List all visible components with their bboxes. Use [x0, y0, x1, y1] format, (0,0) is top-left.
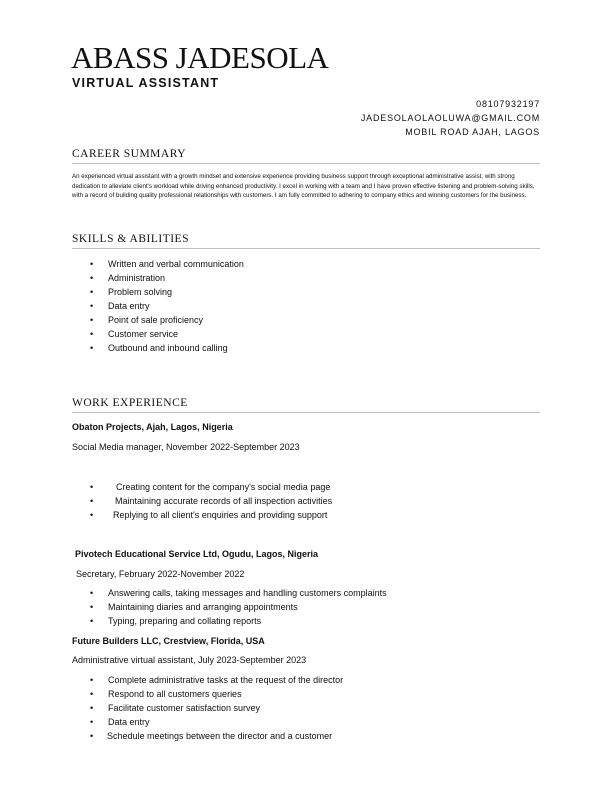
list-item [90, 600, 387, 614]
bullet-icon: • [90, 689, 94, 699]
skills-heading: SKILLS & ABILITIES [72, 233, 540, 249]
list-item [90, 701, 343, 715]
skill-text: Problem solving [108, 287, 173, 297]
job-organization: Obaton Projects, Ajah, Lagos, Nigeria [72, 422, 233, 432]
skills-list [90, 257, 244, 355]
skill-text: Administration [108, 273, 166, 283]
list-item [90, 508, 332, 522]
list-item [90, 257, 244, 271]
duty-text: Answering calls, taking messages and handling customers complaints [108, 588, 387, 598]
list-item [90, 687, 343, 701]
list-item [90, 614, 387, 628]
list-item [90, 729, 343, 743]
duty-text: Facilitate customer satisfaction survey [108, 703, 261, 713]
duty-text: Schedule meetings between the director and a customer [107, 731, 333, 741]
job-organization: Pivotech Educational Service Ltd, Ogudu, Lagos, Nigeria [75, 549, 319, 559]
bullet-icon: • [90, 602, 94, 612]
duty-text: Creating content for the company's social media page [116, 482, 331, 492]
career-summary-heading: CAREER SUMMARY [72, 148, 540, 164]
skill-text: Written and verbal communication [108, 259, 244, 269]
job-organization: Future Builders LLC, Crestview, Florida, USA [72, 636, 265, 646]
bullet-icon: • [90, 731, 94, 741]
phone-number: 08107932197 [476, 99, 540, 109]
duty-text: Maintaining diaries and arranging appointments [108, 602, 298, 612]
skill-text: Data entry [108, 301, 150, 311]
duty-text: Data entry [108, 717, 150, 727]
list-item [90, 313, 244, 327]
skill-text: Outbound and inbound calling [108, 343, 228, 353]
skill-text: Customer service [108, 329, 179, 339]
list-item [90, 715, 343, 729]
bullet-icon: • [90, 287, 94, 297]
list-item [90, 586, 387, 600]
home-address: MOBIL ROAD AJAH, LAGOS [405, 127, 540, 137]
duty-text: Complete administrative tasks at the request of the director [108, 675, 344, 685]
bullet-icon: • [90, 315, 94, 325]
list-item [90, 341, 244, 355]
work-experience-heading: WORK EXPERIENCE [72, 397, 540, 413]
bullet-icon: • [90, 343, 94, 353]
skill-text: Point of sale proficiency [108, 315, 204, 325]
duty-text: Maintaining accurate records of all inspection activities [115, 496, 333, 506]
job-role: Administrative virtual assistant, July 2023-September 2023 [72, 655, 307, 665]
job-role: Secretary, February 2022-November 2022 [76, 569, 245, 579]
job-duties-list [90, 673, 343, 743]
bullet-icon: • [90, 717, 94, 727]
list-item [90, 285, 244, 299]
contact-block [361, 97, 540, 139]
email-address: JADESOLAOLAOLUWA@GMAIL.COM [360, 113, 540, 123]
list-item [90, 327, 244, 341]
duty-text: Respond to all customers queries [108, 689, 242, 699]
list-item [90, 494, 332, 508]
candidate-title: VIRTUAL ASSISTANT [72, 76, 220, 90]
list-item [90, 673, 343, 687]
bullet-icon: • [90, 482, 94, 492]
bullet-icon: • [90, 496, 94, 506]
job-role: Social Media manager, November 2022-September 2023 [72, 442, 300, 452]
job-duties-list [90, 586, 387, 628]
bullet-icon: • [90, 588, 94, 598]
bullet-icon: • [90, 675, 94, 685]
list-item [90, 271, 244, 285]
job-duties-list [90, 480, 332, 522]
duty-text: Typing, preparing and collating reports [108, 616, 262, 626]
bullet-icon: • [90, 703, 94, 713]
candidate-name: ABASS JADESOLA [71, 40, 329, 75]
career-summary-text: An experienced virtual assistant with a growth mindset and extensive experience providing business support through exceptional administrative assist, with strong dedication to alleviate client's workload while driving enhanced productivity. I excel in working with a team and I have proven effective listening and problem-solving skills, with a record of building quality professional relationships with customers. I am fully committed to adhering to company ethics and winning customers for the business. [72, 173, 535, 200]
bullet-icon: • [90, 329, 94, 339]
list-item [90, 480, 332, 494]
bullet-icon: • [90, 301, 94, 311]
list-item [90, 299, 244, 313]
bullet-icon: • [90, 616, 94, 626]
bullet-icon: • [90, 273, 94, 283]
duty-text: Replying to all client's enquiries and providing support [113, 510, 328, 520]
bullet-icon: • [90, 510, 94, 520]
bullet-icon: • [90, 259, 94, 269]
